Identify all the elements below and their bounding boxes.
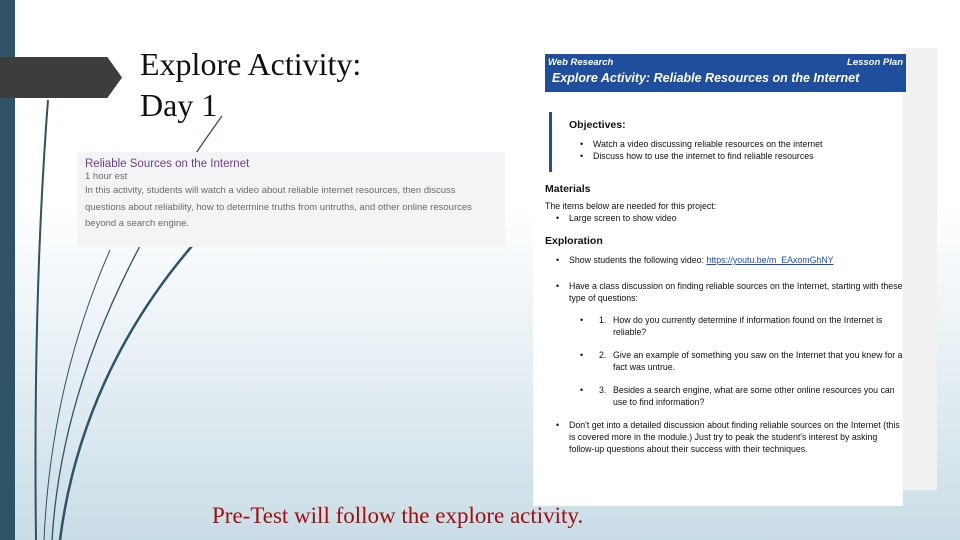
exploration-discussion-text: Have a class discussion on finding reliable sources on the Internet, starting with these type of questions:	[569, 281, 903, 303]
question-number: • 1.	[599, 315, 607, 325]
header-doc-type: Lesson Plan	[847, 57, 903, 68]
question-text: Give an example of something you saw on the Internet that you knew for a fact was untrue.	[613, 350, 903, 372]
objective-item: • Discuss how to use the internet to find reliable resources	[569, 150, 903, 162]
question-text: Besides a search engine, what are some other online resources you can use to find information?	[613, 385, 895, 407]
question-item	[569, 384, 903, 408]
exploration-item-video	[545, 254, 903, 266]
lesson-plan-title: Explore Activity: Reliable Resources on the Internet	[552, 71, 860, 85]
objectives-heading: Objectives:	[569, 119, 626, 131]
title-arrow-shape	[0, 57, 122, 98]
lesson-plan-document	[533, 48, 903, 506]
slide-title-line-1: Explore Activity:	[140, 46, 362, 82]
question-number: • 3.	[599, 385, 607, 395]
objective-item: • Watch a video discussing reliable resources on the internet	[569, 138, 903, 150]
video-link[interactable]: https://youtu.be/m_EAxomGhNY	[706, 255, 834, 265]
footer-note: Pre-Test will follow the explore activity.	[212, 503, 584, 528]
lesson-plan-header	[545, 54, 906, 92]
decorative-curve	[44, 250, 110, 540]
decorative-curve	[60, 246, 192, 540]
course-card-title[interactable]: Reliable Sources on the Internet	[85, 158, 250, 170]
materials-section	[545, 182, 903, 224]
question-item	[569, 349, 903, 373]
material-item: • Large screen to show video	[545, 212, 903, 224]
question-number: • 2.	[599, 350, 607, 360]
slide-title	[140, 44, 480, 126]
exploration-item-discussion	[545, 280, 903, 408]
exploration-item-note: • Don't get into a detailed discussion about finding reliable sources on the Internet (this is covered more in the module.) Just try to peak the student's interest by asking follow-up questions about their success with their techniques.	[545, 419, 903, 455]
header-subject: Web Research	[548, 57, 614, 68]
materials-intro: The items below are needed for this project:	[545, 201, 717, 211]
course-card-description: In this activity, students will watch a video about reliable internet resources, then discuss questions about reliability, how to determine truths from untruths, and other online resources beyond a search engine.	[85, 185, 472, 229]
discussion-questions	[569, 314, 903, 408]
decorative-curve	[36, 100, 49, 540]
materials-heading: Materials	[545, 183, 591, 195]
question-text: How do you currently determine if information found on the Internet is reliable?	[613, 315, 883, 337]
course-card	[77, 152, 505, 247]
objectives-section	[549, 112, 903, 172]
course-card-duration: 1 hour est	[85, 171, 128, 182]
exploration-video-text: Show students the following video:	[569, 255, 707, 265]
exploration-section	[545, 234, 903, 455]
slide-title-line-2: Day 1	[140, 87, 218, 123]
question-item	[569, 314, 903, 338]
exploration-heading: Exploration	[545, 235, 603, 247]
